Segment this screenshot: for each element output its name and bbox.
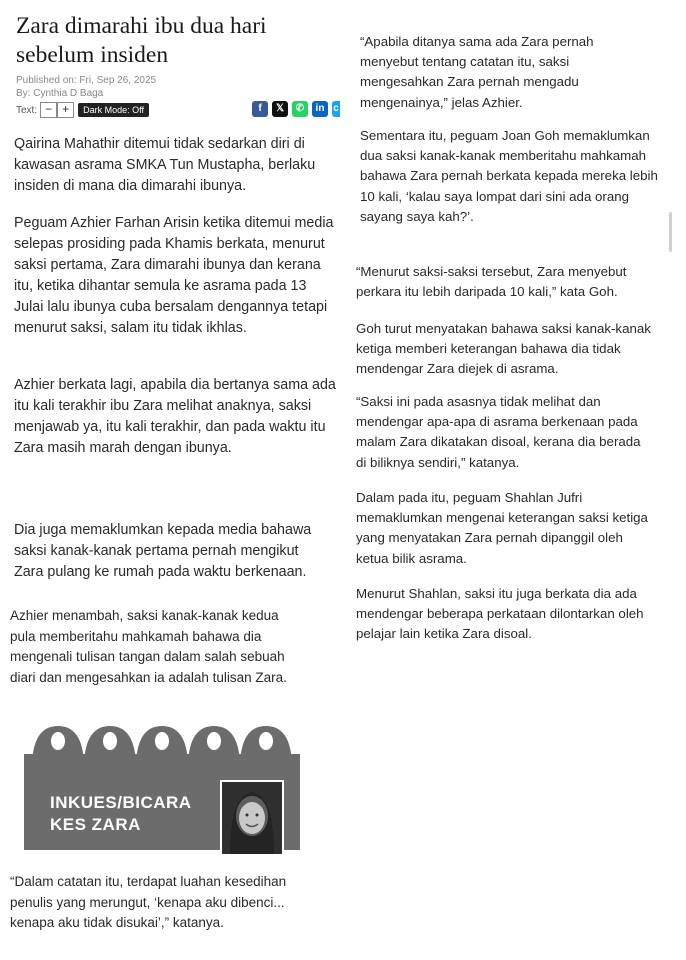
text-size-label: Text:: [16, 104, 38, 116]
increase-text-button[interactable]: +: [57, 102, 74, 118]
inkues-banner-image: [10, 708, 300, 860]
more-share-icon[interactable]: c: [332, 101, 340, 117]
paragraph: Dalam pada itu, peguam Shahlan Jufri memaklumkan mengenai keterangan saksi ketiga yang menyatakan Zara pernah dipanggil oleh ketua bilik asrama.: [356, 490, 648, 566]
banner-line-2: KES ZARA: [50, 815, 141, 834]
portrait-photo: [220, 780, 284, 856]
paragraph: “Apabila ditanya sama ada Zara pernah menyebut tentang catatan itu, saksi mengesahkan Zara pernah mengadu mengenainya,” jelas Azhier.: [360, 34, 594, 110]
share-buttons: [252, 101, 340, 117]
paragraph: Azhier berkata lagi, apabila dia bertanya sama ada itu kali terakhir ibu Zara melihat anaknya, saksi menjawab ya, itu kali terakhir, dan pada waktu itu Zara masih marah dengan ibunya.: [14, 377, 336, 456]
paragraph: Goh turut menyatakan bahawa saksi kanak-kanak ketiga memberi keterangan bahawa dia tidak mendengar Zara diejek di asrama.: [356, 321, 651, 377]
paragraph: “Menurut saksi-saksi tersebut, Zara menyebut perkara itu lebih daripada 10 kali,” kata Goh.: [356, 264, 627, 300]
x-icon[interactable]: 𝕏: [272, 101, 288, 117]
article-title: Zara dimarahi ibu dua hari sebelum insiden: [16, 13, 267, 68]
linkedin-icon[interactable]: in: [312, 101, 328, 117]
paragraph: Azhier menambah, saksi kanak-kanak kedua pula memberitahu mahkamah bahawa dia mengenali tulisan tangan dalam salah sebuah diari dan mengesahkan ia adalah tulisan Zara.: [10, 608, 287, 685]
text-size-controls: [16, 102, 149, 118]
scrollbar[interactable]: [669, 212, 672, 252]
facebook-icon[interactable]: f: [252, 101, 268, 117]
paragraph: Dia juga memaklumkan kepada media bahawa saksi kanak-kanak pertama pernah mengikut Zara pulang ke rumah pada waktu berkenaan.: [14, 522, 312, 580]
paragraph: “Saksi ini pada asasnya tidak melihat dan mendengar apa-apa di asrama berkenaan pada malam Zara dikatakan disoal, kerana dia berada di biliknya sendiri,” katanya.: [356, 394, 641, 470]
banner-line-1: INKUES/BICARA: [50, 793, 192, 812]
dark-mode-toggle[interactable]: Dark Mode: Off: [78, 103, 149, 117]
whatsapp-icon[interactable]: ✆: [292, 101, 308, 117]
paragraph: “Dalam catatan itu, terdapat luahan kesedihan penulis yang merungut, ‘kenapa aku dibenci... kenapa aku tidak disukai’,” katanya.: [10, 874, 287, 930]
banner-caption: [50, 792, 192, 836]
portrait-graphic: [222, 782, 282, 854]
paragraph: Peguam Azhier Farhan Arisin ketika ditemui media selepas prosiding pada Khamis berkata, menurut saksi pertama, Zara dimarahi ibunya dan kerana itu, ketika dihantar semula ke asrama pada 13 Julai lalu ibunya cuba bersalam dengannya tetapi menurut saksi, salam itu tidak ikhlas.: [14, 215, 334, 336]
paragraph: Menurut Shahlan, saksi itu juga berkata dia ada mendengar beberapa perkataan dilontarkan oleh pelajar lain ketika Zara disoal.: [356, 586, 644, 642]
decrease-text-button[interactable]: −: [40, 102, 57, 118]
published-date: Published on: Fri, Sep 26, 2025: [16, 75, 157, 86]
byline: By: Cynthia D Baga: [16, 88, 104, 99]
paragraph: Sementara itu, peguam Joan Goh memaklumkan dua saksi kanak-kanak memberitahu mahkamah bahawa Zara pernah berkata kepada mereka lebih 10 kali, ‘kalau saya lompat dari sini ada orang sayang saya kah?’.: [360, 128, 658, 224]
paragraph: Qairina Mahathir ditemui tidak sedarkan diri di kawasan asrama SMKA Tun Mustapha, berlaku insiden di mana dia dimarahi ibunya.: [14, 136, 316, 194]
